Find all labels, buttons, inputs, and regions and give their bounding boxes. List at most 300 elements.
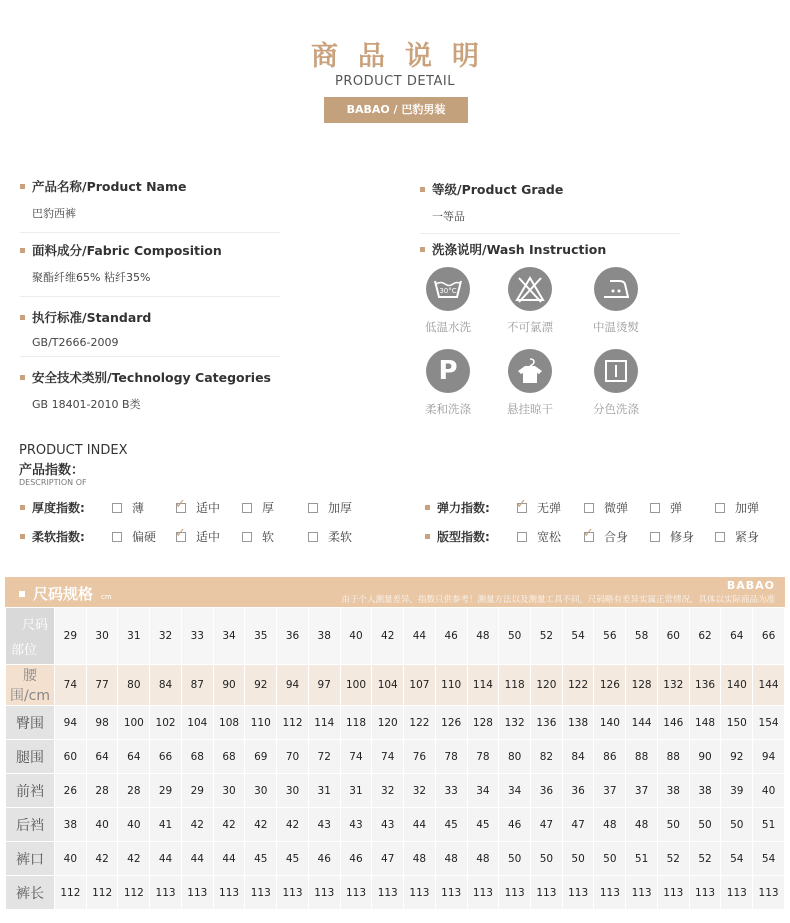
table-cell: 136 xyxy=(690,665,721,705)
index-option[interactable] xyxy=(176,528,220,545)
option-label: 修身 xyxy=(670,530,695,544)
size-header-cell: 44 xyxy=(404,608,435,664)
table-cell: 120 xyxy=(531,665,562,705)
table-cell: 52 xyxy=(658,842,689,875)
table-cell: 54 xyxy=(721,842,752,875)
table-cell: 34 xyxy=(468,774,499,807)
table-cell: 138 xyxy=(563,706,594,739)
table-cell: 45 xyxy=(468,808,499,841)
table-cell: 144 xyxy=(753,665,784,705)
table-cell: 40 xyxy=(87,808,118,841)
table-cell: 122 xyxy=(404,706,435,739)
checkbox-checked[interactable] xyxy=(176,503,186,513)
table-cell: 77 xyxy=(87,665,118,705)
table-cell: 154 xyxy=(753,706,784,739)
option-label: 适中 xyxy=(196,501,221,515)
checkbox[interactable] xyxy=(308,532,318,542)
table-cell: 46 xyxy=(309,842,340,875)
table-cell: 74 xyxy=(341,740,372,773)
row-label: 裤口 xyxy=(6,842,54,875)
table-cell: 84 xyxy=(563,740,594,773)
row-label: 腰围/cm xyxy=(6,665,54,705)
table-cell: 118 xyxy=(341,706,372,739)
table-cell: 47 xyxy=(531,808,562,841)
table-cell: 50 xyxy=(690,808,721,841)
size-header-cell: 60 xyxy=(658,608,689,664)
checkbox-checked[interactable] xyxy=(584,532,594,542)
row-label: 后裆 xyxy=(6,808,54,841)
table-cell: 113 xyxy=(214,876,245,909)
table-row xyxy=(6,706,784,739)
table-cell: 90 xyxy=(214,665,245,705)
wash-label: 不可氯漂 xyxy=(507,320,553,334)
table-cell: 48 xyxy=(404,842,435,875)
table-cell: 50 xyxy=(594,842,625,875)
table-cell: 70 xyxy=(277,740,308,773)
table-cell: 88 xyxy=(626,740,657,773)
info-label: 产品名称/Product Name xyxy=(32,179,187,194)
size-header-cell: 64 xyxy=(721,608,752,664)
info-standard xyxy=(20,308,290,349)
separate-wash-icon xyxy=(594,349,638,393)
table-cell: 126 xyxy=(436,706,467,739)
option-label: 微弹 xyxy=(604,501,629,515)
size-header-cell: 48 xyxy=(468,608,499,664)
index-option[interactable] xyxy=(308,528,352,545)
option-label: 薄 xyxy=(132,501,145,515)
row-label: 裤长 xyxy=(6,876,54,909)
table-cell: 30 xyxy=(214,774,245,807)
table-cell: 114 xyxy=(468,665,499,705)
low-temp-wash-icon xyxy=(426,267,470,311)
table-cell: 122 xyxy=(563,665,594,705)
table-cell: 86 xyxy=(594,740,625,773)
table-cell: 40 xyxy=(118,808,149,841)
table-cell: 45 xyxy=(436,808,467,841)
table-cell: 76 xyxy=(404,740,435,773)
table-cell: 43 xyxy=(341,808,372,841)
index-row-softness xyxy=(20,528,118,544)
table-cell: 33 xyxy=(436,774,467,807)
table-header-row xyxy=(6,608,784,664)
table-cell: 80 xyxy=(499,740,530,773)
wash-label: 悬挂晾干 xyxy=(507,402,553,416)
size-chart-header xyxy=(5,577,785,607)
table-cell: 140 xyxy=(594,706,625,739)
info-label: 等级/Product Grade xyxy=(432,182,564,197)
table-cell: 50 xyxy=(499,842,530,875)
table-cell: 112 xyxy=(87,876,118,909)
size-chart-note: 由于个人测量差异，指数只供参考！测量方法以及测量工具不同，尺码略有差异实属正常情况，具体以实际商品为准 xyxy=(341,595,775,605)
table-cell: 110 xyxy=(436,665,467,705)
divider xyxy=(20,296,280,297)
divider xyxy=(20,232,280,233)
table-cell: 48 xyxy=(594,808,625,841)
table-cell: 94 xyxy=(753,740,784,773)
table-cell: 38 xyxy=(690,774,721,807)
size-header-cell: 36 xyxy=(277,608,308,664)
bullet-icon xyxy=(420,187,425,192)
hang-dry-icon xyxy=(508,349,552,393)
table-cell: 50 xyxy=(721,808,752,841)
wash-label: 中温烫熨 xyxy=(593,320,639,334)
checkbox[interactable] xyxy=(112,503,122,513)
bullet-icon xyxy=(20,375,25,380)
table-cell: 68 xyxy=(182,740,213,773)
table-cell: 94 xyxy=(277,665,308,705)
table-cell: 108 xyxy=(214,706,245,739)
bullet-icon xyxy=(20,534,25,539)
wash-label: 低温水洗 xyxy=(425,320,471,334)
table-row xyxy=(6,876,784,909)
info-safety xyxy=(20,368,290,412)
table-cell: 88 xyxy=(658,740,689,773)
index-option[interactable] xyxy=(650,499,682,516)
checkbox[interactable] xyxy=(650,503,660,513)
wash-mark: 30°C xyxy=(439,287,457,295)
table-cell: 132 xyxy=(658,665,689,705)
info-label: 安全技术类别/Technology Categories xyxy=(32,370,271,385)
table-cell: 44 xyxy=(404,808,435,841)
divider xyxy=(420,233,680,234)
size-header-cell: 54 xyxy=(563,608,594,664)
table-cell: 48 xyxy=(436,842,467,875)
wash-label: 分色洗涤 xyxy=(593,402,639,416)
table-cell: 47 xyxy=(563,808,594,841)
table-cell: 31 xyxy=(341,774,372,807)
table-cell: 113 xyxy=(468,876,499,909)
size-header-cell: 56 xyxy=(594,608,625,664)
checkbox[interactable] xyxy=(242,532,252,542)
table-cell: 45 xyxy=(277,842,308,875)
wash-mark: P xyxy=(438,356,458,386)
size-chart-title-text: 尺码规格 xyxy=(33,585,94,603)
bullet-icon xyxy=(20,505,25,510)
brand-logo-small: BABAO xyxy=(726,579,775,592)
option-label: 宽松 xyxy=(537,530,562,544)
table-cell: 113 xyxy=(626,876,657,909)
wash-item xyxy=(413,267,483,335)
size-table xyxy=(5,607,785,910)
table-cell: 26 xyxy=(55,774,86,807)
table-cell: 32 xyxy=(404,774,435,807)
table-cell: 113 xyxy=(658,876,689,909)
index-option[interactable] xyxy=(517,499,561,516)
table-cell: 150 xyxy=(721,706,752,739)
table-cell: 37 xyxy=(626,774,657,807)
table-cell: 36 xyxy=(563,774,594,807)
table-cell: 50 xyxy=(658,808,689,841)
table-cell: 113 xyxy=(309,876,340,909)
table-cell: 128 xyxy=(468,706,499,739)
size-header-cell: 42 xyxy=(372,608,403,664)
table-cell: 44 xyxy=(182,842,213,875)
size-header-cell: 31 xyxy=(118,608,149,664)
size-header-cell: 46 xyxy=(436,608,467,664)
table-cell: 113 xyxy=(721,876,752,909)
table-cell: 84 xyxy=(150,665,181,705)
wash-item xyxy=(581,349,651,417)
index-option[interactable] xyxy=(584,499,628,516)
checkbox[interactable] xyxy=(715,503,725,513)
size-header-cell: 50 xyxy=(499,608,530,664)
bullet-icon xyxy=(420,247,425,252)
info-value: 聚酯纤维65% 粘纤35% xyxy=(32,271,151,284)
table-cell: 112 xyxy=(55,876,86,909)
info-fabric xyxy=(20,241,290,285)
table-row xyxy=(6,808,784,841)
table-cell: 100 xyxy=(341,665,372,705)
info-product-name xyxy=(20,177,290,221)
table-cell: 60 xyxy=(55,740,86,773)
index-label: 柔软指数: xyxy=(32,529,85,544)
table-cell: 46 xyxy=(499,808,530,841)
table-cell: 51 xyxy=(753,808,784,841)
index-option[interactable] xyxy=(242,499,274,516)
info-value: GB 18401-2010 B类 xyxy=(32,398,141,411)
table-cell: 54 xyxy=(753,842,784,875)
checkbox[interactable] xyxy=(715,532,725,542)
option-label: 柔软 xyxy=(328,530,353,544)
table-cell: 128 xyxy=(626,665,657,705)
option-label: 加厚 xyxy=(328,501,353,515)
table-cell: 36 xyxy=(531,774,562,807)
option-label: 软 xyxy=(262,530,275,544)
table-cell: 39 xyxy=(721,774,752,807)
table-cell: 45 xyxy=(245,842,276,875)
table-cell: 113 xyxy=(753,876,784,909)
table-cell: 90 xyxy=(690,740,721,773)
wash-item xyxy=(495,267,565,335)
table-cell: 112 xyxy=(277,706,308,739)
table-cell: 113 xyxy=(563,876,594,909)
checkbox[interactable] xyxy=(308,503,318,513)
table-cell: 113 xyxy=(690,876,721,909)
table-cell: 113 xyxy=(436,876,467,909)
table-cell: 92 xyxy=(721,740,752,773)
table-cell: 42 xyxy=(245,808,276,841)
table-cell: 43 xyxy=(372,808,403,841)
table-cell: 42 xyxy=(182,808,213,841)
wash-title xyxy=(420,240,606,258)
table-cell: 82 xyxy=(531,740,562,773)
product-index-desc: DESCRIPTION OF xyxy=(19,478,87,487)
table-cell: 113 xyxy=(499,876,530,909)
option-label: 加弹 xyxy=(735,501,760,515)
gentle-wash-icon xyxy=(426,349,470,393)
table-cell: 132 xyxy=(499,706,530,739)
checkbox-checked[interactable] xyxy=(176,532,186,542)
table-cell: 43 xyxy=(309,808,340,841)
index-option[interactable] xyxy=(584,528,628,545)
table-cell: 113 xyxy=(245,876,276,909)
info-value: GB/T2666-2009 xyxy=(32,336,119,349)
checkbox[interactable] xyxy=(242,503,252,513)
table-cell: 72 xyxy=(309,740,340,773)
bullet-icon xyxy=(20,315,25,320)
table-cell: 29 xyxy=(182,774,213,807)
size-header-cell: 62 xyxy=(690,608,721,664)
table-cell: 102 xyxy=(150,706,181,739)
size-header-cell: 35 xyxy=(245,608,276,664)
size-header-cell: 38 xyxy=(309,608,340,664)
table-cell: 29 xyxy=(150,774,181,807)
table-row xyxy=(6,665,784,705)
table-cell: 40 xyxy=(55,842,86,875)
info-label: 面料成分/Fabric Composition xyxy=(32,243,222,258)
table-cell: 30 xyxy=(245,774,276,807)
index-option[interactable] xyxy=(650,528,694,545)
table-cell: 112 xyxy=(118,876,149,909)
index-row-elasticity xyxy=(425,499,523,515)
table-cell: 51 xyxy=(626,842,657,875)
table-cell: 98 xyxy=(87,706,118,739)
table-cell: 50 xyxy=(531,842,562,875)
table-cell: 107 xyxy=(404,665,435,705)
corner-part-label: 部位 xyxy=(11,643,38,658)
table-cell: 30 xyxy=(277,774,308,807)
option-label: 无弹 xyxy=(537,501,562,515)
table-cell: 50 xyxy=(563,842,594,875)
index-option[interactable] xyxy=(308,499,352,516)
wash-title-text: 洗涤说明/Wash Instruction xyxy=(432,242,607,257)
table-row xyxy=(6,740,784,773)
table-cell: 92 xyxy=(245,665,276,705)
index-option[interactable] xyxy=(715,528,759,545)
table-cell: 28 xyxy=(118,774,149,807)
bullet-icon xyxy=(19,591,25,597)
table-cell: 148 xyxy=(690,706,721,739)
size-chart-unit: cm xyxy=(101,592,112,601)
table-cell: 46 xyxy=(341,842,372,875)
checkbox[interactable] xyxy=(517,532,527,542)
checkbox[interactable] xyxy=(112,532,122,542)
option-label: 弹 xyxy=(670,501,683,515)
size-header-cell: 33 xyxy=(182,608,213,664)
wash-label: 柔和洗涤 xyxy=(425,402,471,416)
table-cell: 94 xyxy=(55,706,86,739)
table-cell: 78 xyxy=(468,740,499,773)
size-header-cell: 30 xyxy=(87,608,118,664)
index-row-thickness xyxy=(20,499,118,515)
checkbox-checked[interactable] xyxy=(517,503,527,513)
index-label: 厚度指数: xyxy=(32,500,85,515)
table-cell: 113 xyxy=(531,876,562,909)
table-cell: 113 xyxy=(182,876,213,909)
table-cell: 80 xyxy=(118,665,149,705)
table-cell: 44 xyxy=(150,842,181,875)
wash-item xyxy=(495,349,565,417)
table-cell: 126 xyxy=(594,665,625,705)
index-option[interactable] xyxy=(112,499,144,516)
size-header-cell: 29 xyxy=(55,608,86,664)
size-header-cell: 66 xyxy=(753,608,784,664)
table-cell: 38 xyxy=(658,774,689,807)
table-cell: 42 xyxy=(87,842,118,875)
divider xyxy=(20,356,280,357)
table-cell: 144 xyxy=(626,706,657,739)
table-cell: 104 xyxy=(182,706,213,739)
table-cell: 78 xyxy=(436,740,467,773)
bullet-icon xyxy=(425,505,430,510)
size-header-cell: 58 xyxy=(626,608,657,664)
table-cell: 118 xyxy=(499,665,530,705)
option-label: 紧身 xyxy=(735,530,760,544)
table-cell: 66 xyxy=(150,740,181,773)
size-header-cell: 52 xyxy=(531,608,562,664)
index-row-fit xyxy=(425,528,523,544)
table-cell: 47 xyxy=(372,842,403,875)
index-option[interactable] xyxy=(715,499,759,516)
table-cell: 42 xyxy=(118,842,149,875)
page-title: 商品说明 xyxy=(311,41,499,72)
index-option[interactable] xyxy=(112,528,156,545)
index-option[interactable] xyxy=(517,528,561,545)
table-cell: 69 xyxy=(245,740,276,773)
table-cell: 110 xyxy=(245,706,276,739)
checkbox[interactable] xyxy=(584,503,594,513)
table-cell: 113 xyxy=(150,876,181,909)
table-cell: 48 xyxy=(626,808,657,841)
table-cell: 40 xyxy=(753,774,784,807)
table-cell: 34 xyxy=(499,774,530,807)
index-option[interactable] xyxy=(176,499,220,516)
table-cell: 114 xyxy=(309,706,340,739)
table-cell: 64 xyxy=(118,740,149,773)
table-cell: 32 xyxy=(372,774,403,807)
row-label: 臀围 xyxy=(6,706,54,739)
option-label: 适中 xyxy=(196,530,221,544)
row-label: 腿围 xyxy=(6,740,54,773)
product-index-title: PRODUCT INDEX xyxy=(19,443,128,458)
size-header-cell: 34 xyxy=(214,608,245,664)
page-subtitle: PRODUCT DETAIL xyxy=(335,74,455,89)
table-row xyxy=(6,842,784,875)
table-cell: 41 xyxy=(150,808,181,841)
corner-size-label: 尺码 xyxy=(21,618,48,633)
checkbox[interactable] xyxy=(650,532,660,542)
table-cell: 68 xyxy=(214,740,245,773)
no-bleach-icon xyxy=(508,267,552,311)
table-cell: 113 xyxy=(594,876,625,909)
medium-iron-icon xyxy=(594,267,638,311)
table-row xyxy=(6,774,784,807)
table-corner xyxy=(6,608,54,664)
table-cell: 28 xyxy=(87,774,118,807)
option-label: 偏硬 xyxy=(132,530,157,544)
wash-item xyxy=(581,267,651,335)
size-header-cell: 40 xyxy=(341,608,372,664)
table-cell: 120 xyxy=(372,706,403,739)
table-cell: 52 xyxy=(690,842,721,875)
index-option[interactable] xyxy=(242,528,274,545)
table-cell: 44 xyxy=(214,842,245,875)
table-cell: 100 xyxy=(118,706,149,739)
table-cell: 140 xyxy=(721,665,752,705)
table-cell: 113 xyxy=(404,876,435,909)
bullet-icon xyxy=(20,248,25,253)
index-label: 弹力指数: xyxy=(437,500,490,515)
bullet-icon xyxy=(20,184,25,189)
option-label: 厚 xyxy=(262,501,275,515)
table-cell: 113 xyxy=(277,876,308,909)
table-cell: 37 xyxy=(594,774,625,807)
table-cell: 31 xyxy=(309,774,340,807)
product-index-title-cn: 产品指数： xyxy=(19,463,85,478)
table-cell: 136 xyxy=(531,706,562,739)
table-cell: 42 xyxy=(277,808,308,841)
table-cell: 113 xyxy=(341,876,372,909)
